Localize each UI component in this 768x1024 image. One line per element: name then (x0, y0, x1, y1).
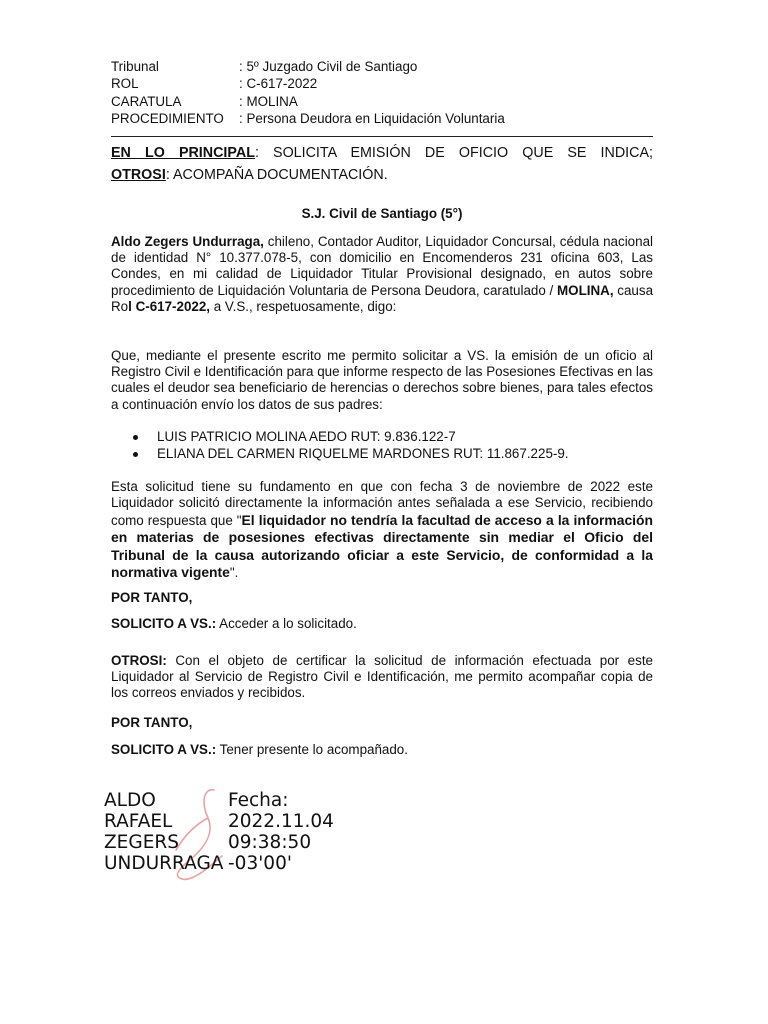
header-value: : MOLINA (239, 93, 298, 109)
header-value: : Persona Deudora en Liquidación Voluntaria (239, 110, 505, 126)
foundation-quote: El liquidador no tendría la facultad de acceso a la información en materias de posesiones efectivas directamente sin mediar el Oficio del Tribunal de la causa autorizando oficiar a este Servicio, de conformidad a la normativa vigente (111, 511, 653, 581)
otrosi-paragraph (111, 653, 653, 702)
signature-date-line: 09:38:50 (228, 832, 312, 853)
signature-name-line: RAFAEL (104, 811, 173, 832)
por-tanto-heading: POR TANTO, (111, 590, 193, 605)
header-row-tribunal (111, 58, 671, 75)
header-value: : C-617-2022 (239, 76, 318, 92)
otrosi-section-label: OTROSI: (111, 653, 167, 668)
intro-text-2: causa Ro (111, 282, 654, 314)
petitioner-name: Aldo Zegers Undurraga, (111, 234, 264, 249)
solicito-paragraph (111, 616, 653, 632)
request-paragraph: Que, mediante el presente escrito me permito solicitar a VS. la emisión de un oficio al Registro Civil e Identificación para que informe respecto de las Posesiones Efectivas en las cuales el deudor sea beneficiario de herencias o derechos sobre bienes, para tales efectos a continuación envío los datos de sus padres: (111, 348, 653, 412)
foundation-text-end: ". (229, 565, 239, 581)
summary-principal (111, 142, 653, 164)
parent-entry: ELIANA DEL CARMEN RIQUELME MARDONES RUT: 11.867.225-9. (157, 445, 569, 461)
signature-date-line: Fecha: (228, 790, 289, 811)
summary-otrosi (111, 164, 653, 186)
solicito-label-2: SOLICITO A VS.: (111, 742, 217, 757)
por-tanto-heading-2: POR TANTO, (111, 715, 193, 730)
header-label: PROCEDIMIENTO (111, 110, 224, 126)
bullet-icon (133, 452, 138, 457)
list-item (111, 429, 653, 446)
bullet-icon (133, 435, 138, 440)
signature-name-line: UNDURRAGA (104, 853, 224, 874)
header-label: CARATULA (111, 93, 182, 109)
rol-bold: l C-617-2022, (128, 298, 211, 314)
signature-name-line: ZEGERS (104, 832, 179, 853)
header-row-rol (111, 75, 671, 92)
header-row-caratula (111, 93, 671, 110)
header-divider (111, 136, 653, 137)
parent-entry: LUIS PATRICIO MOLINA AEDO RUT: 9.836.122-7 (157, 429, 456, 444)
signature-date-line: 2022.11.04 (228, 811, 334, 832)
case-header (111, 58, 671, 127)
otrosi-text: : ACOMPAÑA DOCUMENTACIÓN. (165, 167, 388, 183)
foundation-text-start: Esta solicitud tiene su fundamento en que con fecha 3 de noviembre de 2022 este Liquidador solicitó directamente la información antes señalada a ese Servicio, recibiendo como respuesta que " (111, 479, 653, 528)
otrosi-section-text: Con el objeto de certificar la solicitud de información efectuada por este Liquidador al Servicio de Registro Civil e Identificación, me permito acompañar copia de los correos enviados y recibidos. (111, 653, 653, 701)
intro-text-3: a V.S., respetuosamente, digo: (210, 298, 397, 314)
solicito-text-2: Tener presente lo acompañado. (216, 742, 408, 757)
signature-date (228, 790, 334, 874)
otrosi-label: OTROSI (111, 167, 166, 183)
caratula-bold: MOLINA, (557, 282, 614, 298)
foundation-paragraph (111, 479, 653, 581)
header-value: : 5º Juzgado Civil de Santiago (239, 59, 418, 74)
header-label: ROL (111, 76, 139, 92)
signature-name (104, 790, 223, 874)
principal-text: : SOLICITA EMISIÓN DE OFICIO QUE SE INDICA; (254, 145, 653, 161)
parents-list (111, 429, 653, 462)
header-label: Tribunal (111, 59, 159, 74)
intro-paragraph (111, 234, 653, 315)
signature-name-line: ALDO (104, 790, 156, 811)
solicito-text: Acceder a lo solicitado. (216, 616, 357, 631)
intro-text-1: chileno, Contador Auditor, Liquidador Concursal, cédula nacional de identidad N° 10.377.078-5, con domicilio en Encomenderos 231 oficina 603, Las Condes, en mi calidad de Liquidador Titular Provisional designado, en autos sobre procedimiento de Liquidación Voluntaria de Persona Deudora, caratulado / (111, 234, 653, 298)
header-row-procedimiento (111, 110, 671, 127)
addressee: S.J. Civil de Santiago (5°) (301, 206, 463, 221)
list-item (111, 446, 653, 463)
principal-label: EN LO PRINCIPAL (111, 145, 255, 161)
solicito-paragraph-2 (111, 742, 653, 758)
solicito-label: SOLICITO A VS.: (111, 616, 217, 631)
signature-date-line: -03'00' (228, 853, 292, 874)
